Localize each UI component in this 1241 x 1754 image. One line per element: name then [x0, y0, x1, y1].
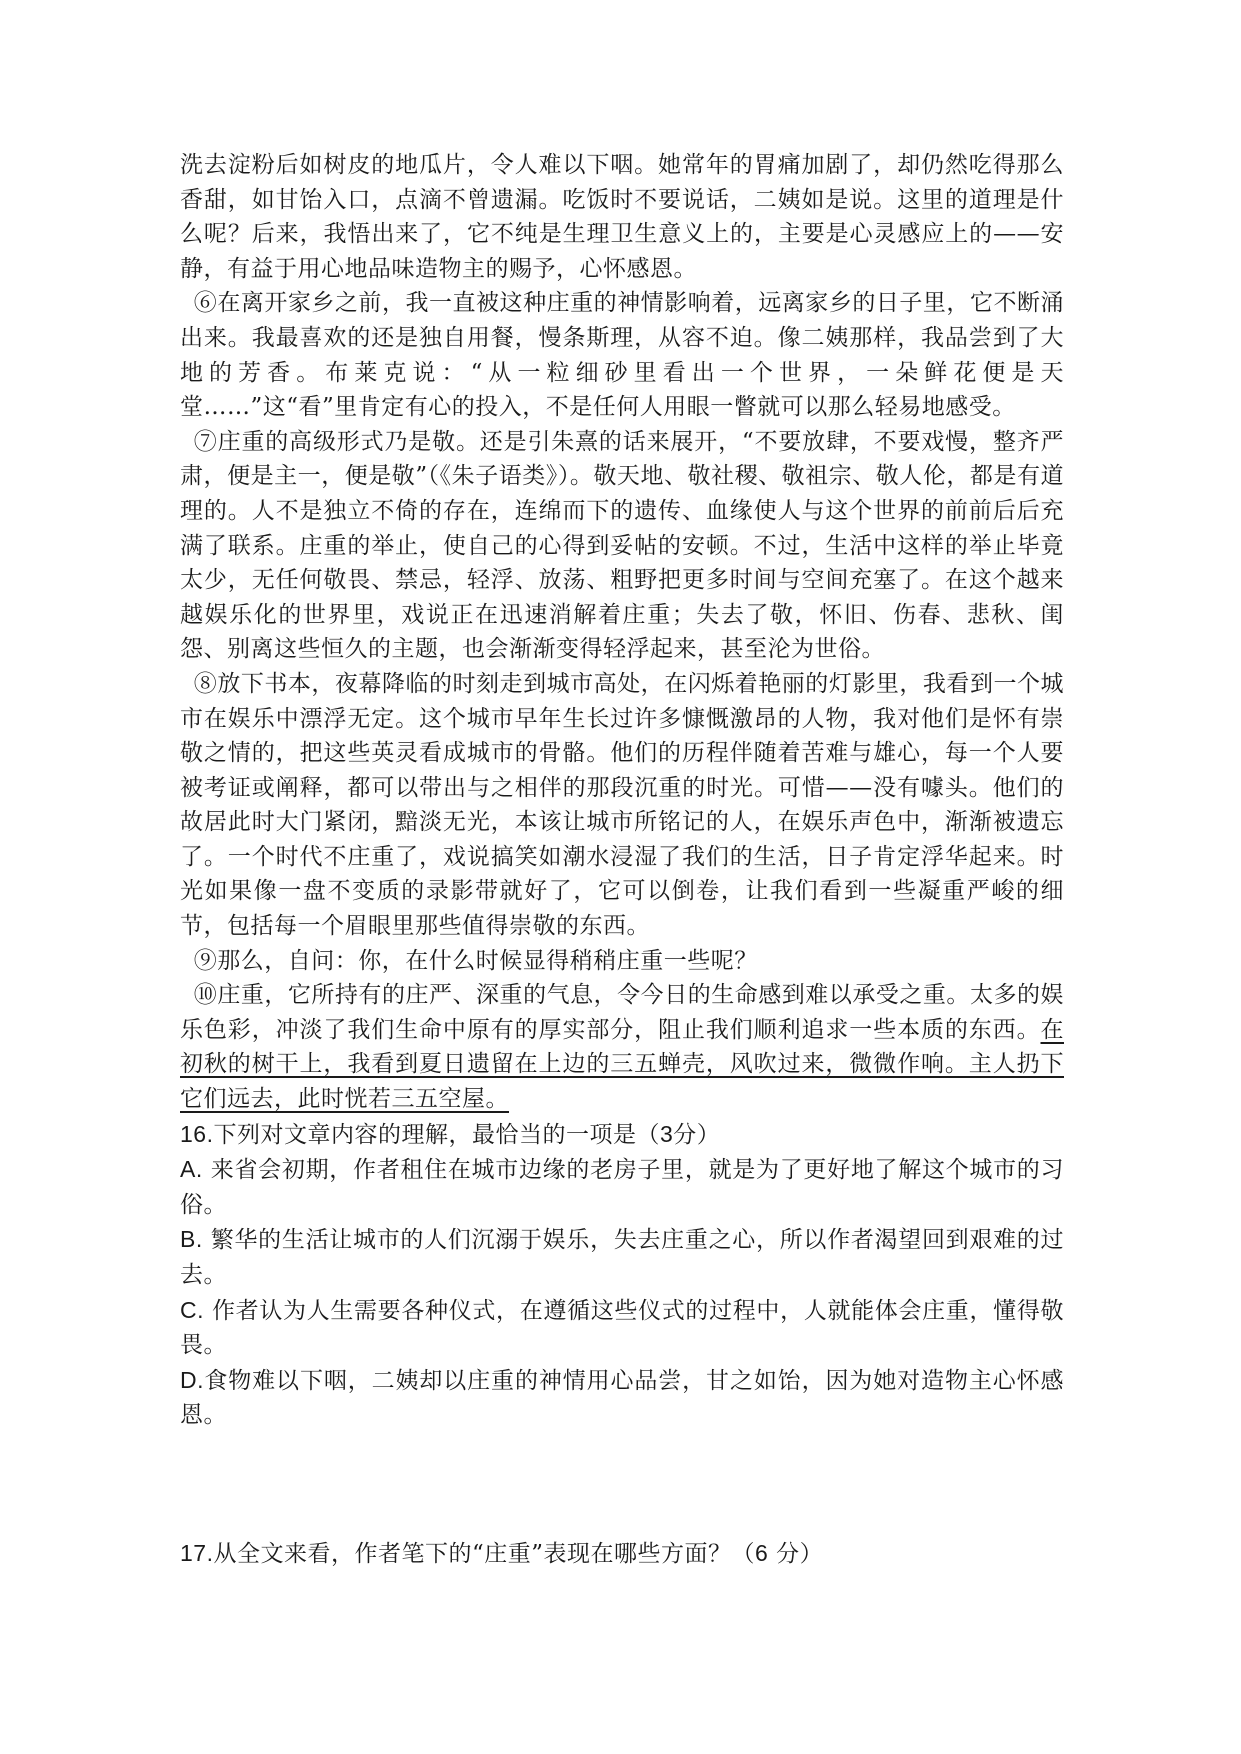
- paragraph-10: [180, 978, 1064, 1116]
- paragraph-10-text: ⑩庄重，它所持有的庄严、深重的气息，令今日的生命感到难以承受之重。太多的娱乐色彩，冲淡了我们生命中原有的厚实部分，阻止我们顺利追求一些本质的东西。: [180, 982, 1064, 1043]
- option-b: B. 繁华的生活让城市的人们沉溺于娱乐，失去庄重之心，所以作者渴望回到艰难的过去。: [180, 1226, 1064, 1288]
- reading-passage: [180, 148, 1064, 1572]
- option-a: A. 来省会初期，作者租住在城市边缘的老房子里，就是为了更好地了解这个城市的习俗。: [180, 1156, 1064, 1218]
- option-d: D.食物难以下咽，二姨却以庄重的神情用心品尝，甘之如饴，因为她对造物主心怀感恩。: [180, 1366, 1064, 1429]
- question-17-number: 17.: [180, 1539, 214, 1566]
- question-17-score: 6: [755, 1539, 769, 1566]
- question-17-stem: 17.从全文来看，作者笔下的“庄重”表现在哪些方面？（6 分）: [180, 1539, 824, 1567]
- question-16-score: 3: [659, 1120, 674, 1147]
- underlined-sentence: 在初秋的树干上，我看到夏日遗留在上边的三五蝉壳，风吹过来，微微作响。主人扔下它们远去，此时恍若三五空屋。: [180, 1016, 1064, 1113]
- paragraph-8: ⑧放下书本，夜幕降临的时刻走到城市高处，在闪烁着艳丽的灯影里，我看到一个城市在娱乐中漂浮无定。这个城市早年生长过许多慷慨激昂的人物，我对他们是怀有崇敬之情的，把这些英灵看成城市的骨骼。他们的历程伴随着苦难与雄心，每一个人要被考证或阐释，都可以带出与之相伴的那段沉重的时光。可惜——没有噱头。他们的故居此时大门紧闭，黯淡无光，本该让城市所铭记的人，在娱乐声色中，渐渐被遗忘了。一个时代不庄重了，戏说搞笑如潮水浸湿了我们的生活，日子肯定浮华起来。时光如果像一盘不变质的录影带就好了，它可以倒卷，让我们看到一些凝重严峻的细节，包括每一个眉眼里那些值得崇敬的东西。: [180, 670, 1064, 940]
- option-c: C. 作者认为人生需要各种仪式，在遵循这些仪式的过程中，人就能体会庄重，懂得敬畏。: [180, 1296, 1064, 1359]
- paragraph-6: ⑥在离开家乡之前，我一直被这种庄重的神情影响着，远离家乡的日子里，它不断涌出来。我最喜欢的还是独自用餐，慢条斯理，从容不迫。像二姨那样，我品尝到了大地的芳香。布莱克说：“从一粒细砂里看出一个世界，一朵鲜花便是天堂……”这“看”里肯定有心的投入，不是任何人用眼一瞥就可以那么轻易地感受。: [180, 290, 1064, 421]
- paragraph-5-continuation: 洗去淀粉后如树皮的地瓜片，令人难以下咽。她常年的胃痛加剧了，却仍然吃得那么香甜，如甘饴入口，点滴不曾遗漏。吃饭时不要说话，二姨如是说。这里的道理是什么呢？后来，我悟出来了，它不纯是生理卫生意义上的，主要是心灵感应上的——安静，有益于用心地品味造物主的赐予，心怀感恩。: [180, 152, 1064, 282]
- question-16-number: 16.: [180, 1120, 214, 1147]
- paragraph-9: ⑨那么，自问：你，在什么时候显得稍稍庄重一些呢？: [193, 947, 758, 974]
- answer-space: [180, 1433, 1064, 1536]
- paragraph-7: ⑦庄重的高级形式乃是敬。还是引朱熹的话来展开，“不要放肆，不要戏慢，整齐严肃，便是主一，便是敬”（《朱子语类》）。敬天地、敬社稷、敬祖宗、敬人伦，都是有道理的。人不是独立不倚的存在，连绵而下的遗传、血缘使人与这个世界的前前后后充满了联系。庄重的举止，使自己的心得到妥帖的安顿。不过，生活中这样的举止毕竟太少，无任何敬畏、禁忌，轻浮、放荡、粗野把更多时间与空间充塞了。在这个越来越娱乐化的世界里，戏说正在迅速消解着庄重；失去了敬，怀旧、伤春、悲秋、闺怨、别离这些恒久的主题，也会渐渐变得轻浮起来，甚至沦为世俗。: [180, 428, 1064, 663]
- question-16-stem: 16.下列对文章内容的理解，最恰当的一项是（3分）: [180, 1120, 721, 1148]
